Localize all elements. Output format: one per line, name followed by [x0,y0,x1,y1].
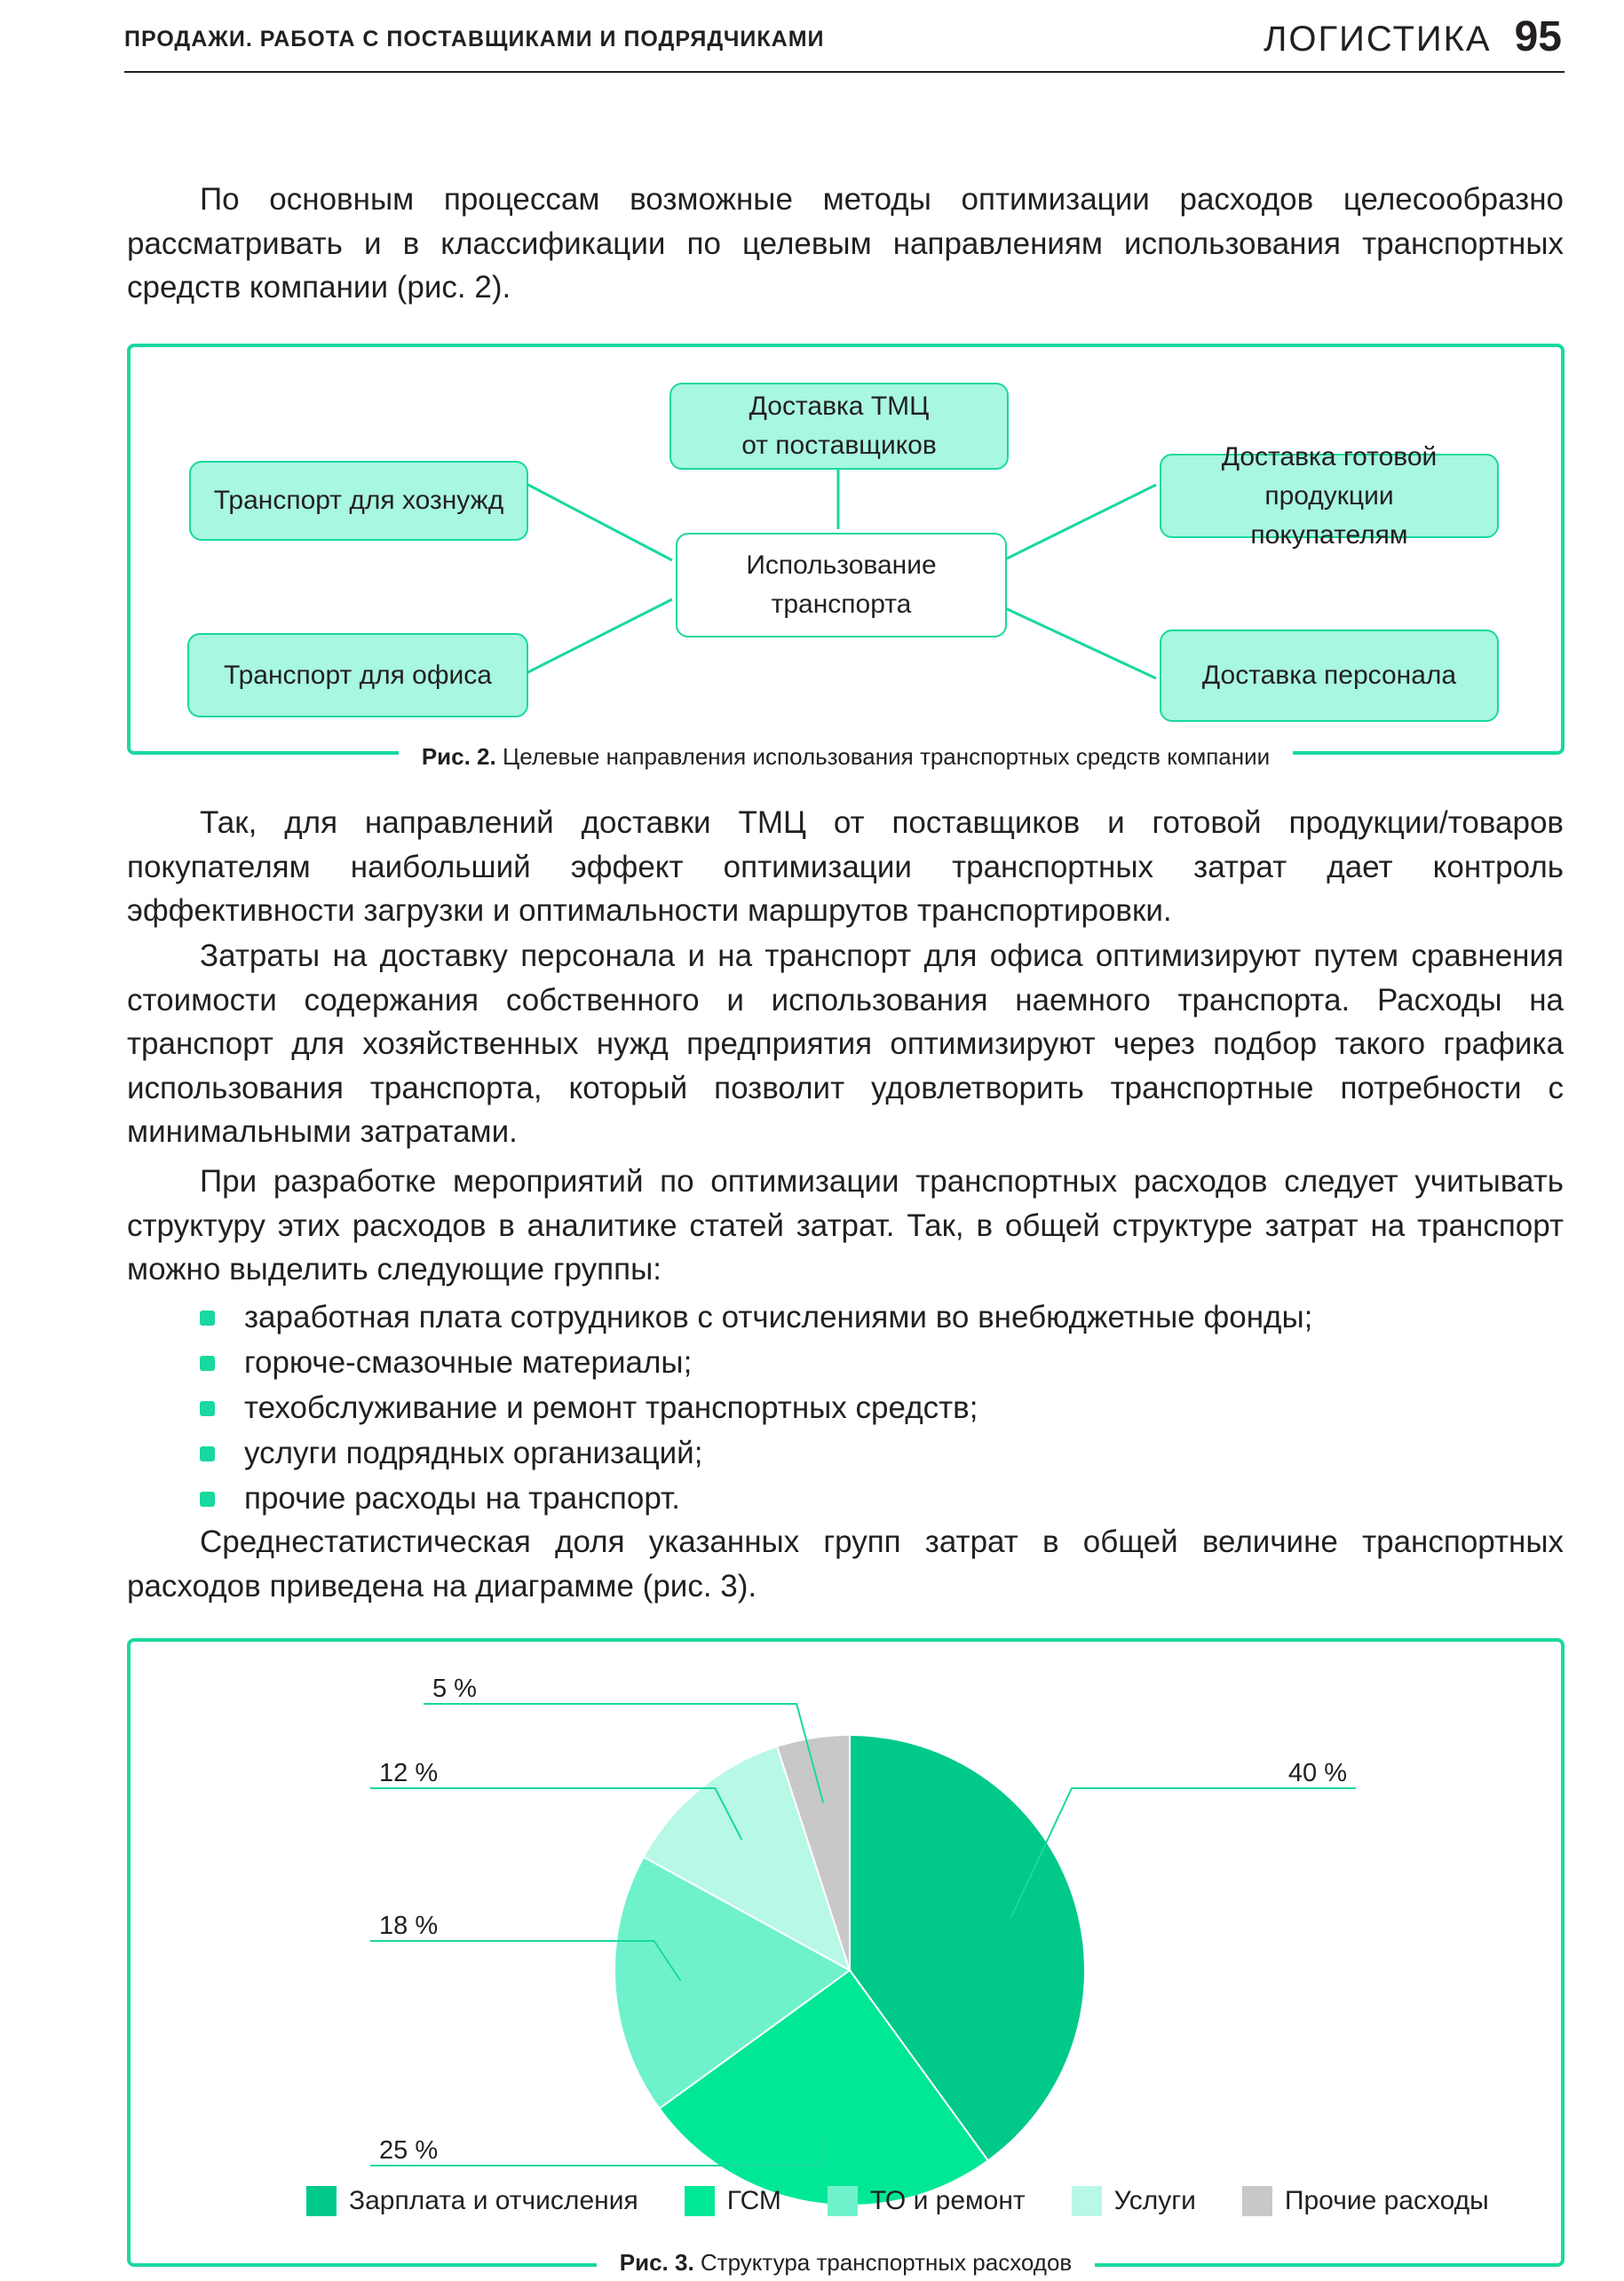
data-label: 25 % [379,2136,439,2165]
paragraph-4: При разработке мероприятий по оптимизации транспортных расходов следует учитывать структуру этих расходов в аналитике статей затрат. Так, в общей структуре затрат на транспорт можно выделить следующие группы: [127,1164,1564,1287]
list-item [200,1385,1312,1430]
legend-item [1072,2186,1196,2216]
list-item-text: услуги подрядных организаций; [244,1436,703,1470]
node-product-delivery [1160,441,1499,550]
bullet-square-icon [200,1492,215,1507]
data-label: 40 % [1287,1759,1347,1787]
node-staff-delivery [1160,630,1499,722]
bullet-square-icon [200,1446,215,1461]
connector-right-top [1003,485,1156,560]
figure-3-frame [127,1638,1565,2276]
node-household-transport [189,461,528,541]
data-label: 5 % [432,1675,477,1703]
paragraph-1: По основным процессам возможные методы оптимизации расходов целесообразно рассматривать и в классификации по целевым направлениям использования транспортных средств компании (рис. 2). [127,182,1564,305]
figure-2-caption-label: Рис. 2. [421,743,496,770]
paragraph-2: Так, для направлений доставки ТМЦ от поставщиков и готовой продукции/товаров покупателям наибольший эффект оптимизации транспортных затрат дает контроль эффективности загрузки и оптимальности маршрутов транспортировки. [127,805,1564,928]
data-label: 12 % [379,1759,439,1787]
running-title: ПРОДАЖИ. РАБОТА С ПОСТАВЩИКАМИ И ПОДРЯДЧИКАМИ [124,27,825,51]
legend-swatch [685,2186,715,2216]
header-right [1264,12,1562,61]
list-item-text: заработная плата сотрудников с отчислениями во внебюджетные фонды; [244,1300,1313,1335]
figure-3-caption [131,2249,1561,2277]
legend-item [828,2186,1026,2216]
paragraph-3: Затраты на доставку персонала и на транспорт для офиса оптимизируют путем сравнения стоимости содержания собственного и использования наемного транспорта. Расходы на транспорт для хозяйственных нужд предприятия оптимизируют через подбор такого графика использования транспорта, который позволит удовлетворить транспортные потребности с минимальными затратами. [127,939,1564,1149]
paragraph-5: Среднестатистическая доля указанных групп затрат в общей величине транспортных расходов приведена на диаграмме (рис. 3). [127,1525,1564,1604]
node-household-label: Транспорт для хознужд [213,486,504,515]
figure-2-frame [127,344,1565,770]
legend-swatch [1072,2186,1102,2216]
legend-label: ТО и ремонт [869,2186,1026,2215]
page-number: 95 [1514,13,1562,60]
header-rule [124,71,1565,73]
section-title: ЛОГИСТИКА [1264,20,1492,59]
node-tmc-line1: Доставка ТМЦ [749,392,930,421]
cost-groups-list [200,1295,1312,1521]
legend-swatch [306,2186,337,2216]
node-tmc-delivery [669,383,1009,470]
node-center-label: Использование транспорта [746,550,937,619]
pie-chart [131,1642,1561,2263]
legend-swatch [828,2186,858,2216]
node-product-line1: Доставка готовой продукции [1221,441,1438,511]
bullet-square-icon [200,1356,215,1371]
figure-2-caption [131,743,1561,771]
figure-2-caption-text: Целевые направления использования транспортных средств компании [502,743,1271,770]
list-item [200,1476,1312,1521]
bullet-square-icon [200,1311,215,1326]
figure-3-caption-label: Рис. 3. [619,2249,694,2276]
connector-right-bottom [1003,607,1156,678]
chart-legend [306,2186,1535,2216]
node-office-transport [187,633,528,717]
node-staff-label: Доставка персонала [1201,661,1457,690]
legend-swatch [1242,2186,1272,2216]
node-transport-usage [676,533,1007,638]
list-item-text: прочие расходы на транспорт. [244,1481,680,1516]
node-office-label: Транспорт для офиса [223,660,492,690]
figure-3-caption-text: Структура транспортных расходов [700,2249,1073,2276]
legend-label: Услуги [1113,2186,1196,2215]
bullet-square-icon [200,1401,215,1416]
legend-item [1242,2186,1489,2216]
legend-label: Прочие расходы [1284,2186,1489,2215]
legend-item [685,2186,781,2216]
legend-item [306,2186,638,2216]
connector-left-bottom [525,599,672,674]
data-label: 18 % [379,1912,439,1940]
legend-label: ГСМ [726,2186,781,2215]
list-item [200,1295,1312,1340]
list-item [200,1430,1312,1476]
list-item-text: техобслуживание и ремонт транспортных средств; [244,1390,978,1425]
node-tmc-line2: от поставщиков [741,431,937,460]
list-item-text: горюче-смазочные материалы; [244,1345,693,1380]
list-item [200,1340,1312,1385]
node-product-line2: покупателям [1250,519,1408,550]
legend-label: Зарплата и отчисления [349,2186,638,2215]
connector-left-top [525,483,672,560]
